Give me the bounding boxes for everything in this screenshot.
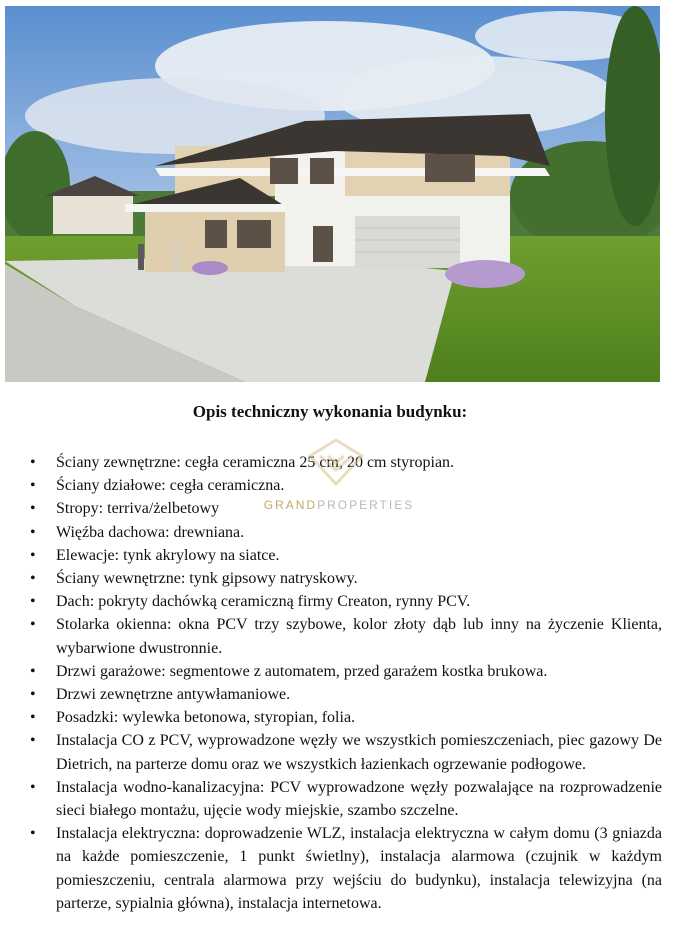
list-item: • Instalacja elektryczna: doprowadzenie WLZ, instalacja elektryczna w całym domu (3 gniazda na każde pomieszczenie, 1 punkt świetlny), instalacja alarmowa (czujnik w każdym pomieszczeniu, centrala alarmowa przy wejściu do budynku), instalacja telewizyjna (na parterze, sypialnia główna), instalacja internetowa. — [30, 822, 662, 915]
list-item: • Stropy: terriva/żelbetowy — [30, 497, 662, 520]
list-item: • Drzwi zewnętrzne antywłamaniowe. — [30, 683, 662, 706]
list-item: • Instalacja CO z PCV, wyprowadzone węzły we wszystkich pomieszczeniach, piec gazowy De Dietrich, na parterze domu oraz we wszystkich łazienkach ogrzewanie podłogowe. — [30, 729, 662, 775]
list-item: • Posadzki: wylewka betonowa, styropian, folia. — [30, 706, 662, 729]
list-item: • Instalacja wodno-kanalizacyjna: PCV wyprowadzone węzły pozwalające na rozprowadzenie sieci białego montażu, ujęcie wody miejskie, szambo szczelne. — [30, 776, 662, 822]
list-item: • Więźba dachowa: drewniana. — [30, 521, 662, 544]
list-item: • Stolarka okienna: okna PCV trzy szybowe, kolor złoty dąb lub inny na życzenie Klienta, wybarwione dwustronnie. — [30, 613, 662, 659]
watermark-text: GRANDPROPERTIES — [263, 498, 415, 512]
list-item: • Elewacje: tynk akrylowy na siatce. — [30, 544, 662, 567]
list-item: • Ściany działowe: cegła ceramiczna. — [30, 474, 662, 497]
list-item: • Drzwi garażowe: segmentowe z automatem, przed garażem kostka brukowa. — [30, 660, 662, 683]
page-title: Opis techniczny wykonania budynku: — [192, 402, 468, 421]
list-item: • Ściany wewnętrzne: tynk gipsowy natryskowy. — [30, 567, 662, 590]
list-item: • Ściany zewnętrzne: cegła ceramiczna 25 cm, 20 cm styropian. — [30, 451, 662, 474]
list-item: • Dach: pokryty dachówką ceramiczną firmy Creaton, rynny PCV. — [30, 590, 662, 613]
spec-list — [30, 451, 662, 915]
house-image — [5, 6, 660, 382]
